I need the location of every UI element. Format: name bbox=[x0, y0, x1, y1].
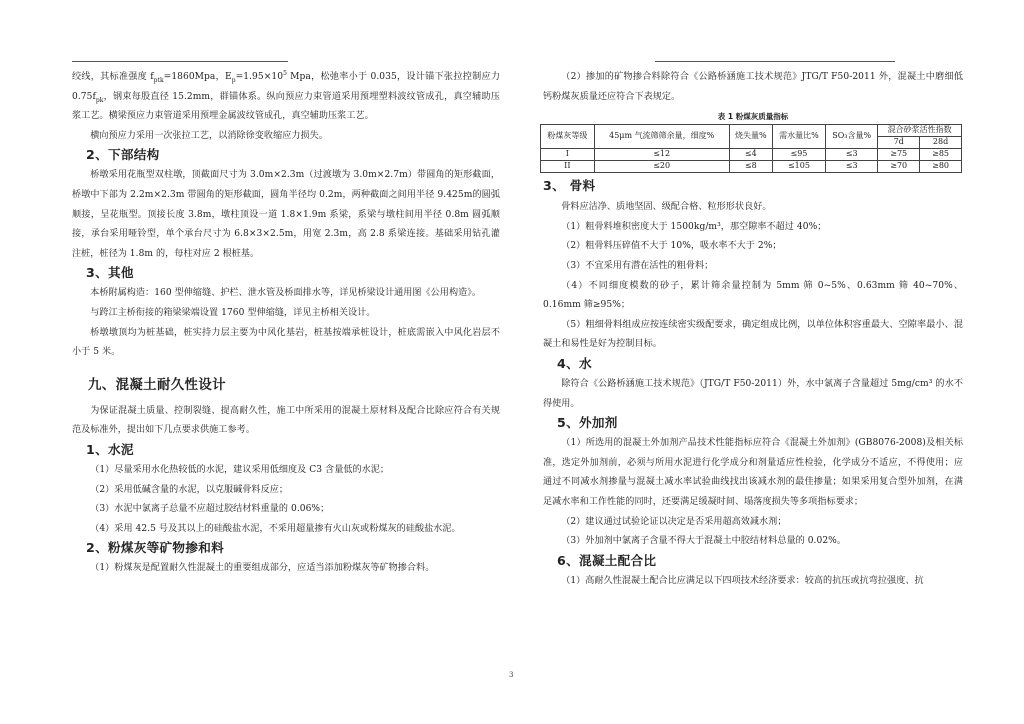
section-heading: 5、外加剂 bbox=[557, 415, 618, 431]
table-cell: ≥75 bbox=[878, 149, 920, 161]
table-header: 需水量比% bbox=[772, 125, 825, 149]
section-heading: 2、下部结构 bbox=[86, 147, 160, 163]
table-row bbox=[541, 149, 962, 161]
list-item: （4）采用 42.5 号及其以上的硅酸盐水泥，不采用超量掺有火山灰或粉煤灰的硅酸盐水泥。 bbox=[90, 523, 461, 534]
table-header: 烧失量% bbox=[729, 125, 772, 149]
table-row bbox=[541, 161, 962, 173]
fly-ash-quality-table bbox=[540, 124, 962, 173]
section-heading: 4、水 bbox=[557, 355, 592, 371]
header-rule-right bbox=[655, 61, 895, 62]
table-cell: II bbox=[541, 161, 595, 173]
list-item: （5）粗细骨料组成应按连续密实级配要求，确定组成比例，以单位体积容重最大、空隙率最小、混凝土和易性是好为控制目标。 bbox=[543, 319, 963, 350]
table-cell: ≥80 bbox=[920, 161, 962, 173]
section-heading: 3、 骨料 bbox=[543, 178, 596, 194]
table-cell: ≥85 bbox=[920, 149, 962, 161]
prestress-paragraph: 绞线，其标准强度 $f_{ptk}=1860Mpa$，$E_p=1.95\times 10^5$ Mpa，松弛率小于 0.035，设计锚下张拉控制应力$0.75f_{pk}$，钢束每股直径 15.2mm，群锚体系。纵向预应力束管道采用预埋塑料波纹管成孔，真空辅助压浆工艺。横梁预应力束管道采用预埋金属波纹管成孔，真空辅助压浆工艺。 bbox=[72, 69, 500, 122]
paragraph: （2）掺加的矿物掺合料除符合《公路桥涵施工技术规范》JTG/T F50-2011 外，混凝土中磨细低钙粉煤灰质量还应符合下表规定。 bbox=[543, 72, 963, 102]
table-cell: ≤105 bbox=[772, 161, 825, 173]
paragraph: 桥墩采用花瓶型双柱墩，顶截面尺寸为 3.0m×2.3m（过渡墩为 3.0m×2.7m）带圆角的矩形截面，桥墩中下部为 2.2m×2.3m 带圆角的矩形截面，圆角半径均 0.2m，两种截面之间用半径 9.425m的圆弧顺接，呈花瓶型。顶接长度 3.8m，墩柱顶设一道 1.8×1.9m 系梁，系梁与墩柱间用半径 0.8m 圆弧顺接，承台采用哑铃型，单个承台尺寸为 6.8×3×2.5m，用宽 2.3m，高 2.8 系梁连接。基础采用钻孔灌注桩，桩径为 1.8m 的，每柱对应 2 根桩基。 bbox=[72, 170, 500, 259]
paragraph: 与跨江主桥衔接的箱梁梁端设置 1760 型伸缩缝，详见主桥相关设计。 bbox=[90, 307, 376, 318]
list-item: （3）不宜采用有潜在活性的粗骨料； bbox=[561, 260, 714, 271]
list-item: （2）采用低碱含量的水泥，以克服碱骨料反应； bbox=[90, 484, 289, 495]
table-cell: ≤3 bbox=[826, 149, 878, 161]
paragraph: 本桥附属构造：160 型伸缩缝、护栏、泄水管及桥面排水等，详见桥梁设计通用图《公用构造》。 bbox=[90, 288, 481, 299]
paragraph: 骨料应洁净、质地坚固、级配合格、粒形形状良好。 bbox=[561, 202, 772, 213]
paragraph: 除符合《公路桥涵施工技术规范》（JTG/T F50-2011）外，水中氯离子含量超过 5mg/cm³ 的水不得使用。 bbox=[543, 378, 963, 409]
table-cell: ≤12 bbox=[594, 149, 729, 161]
section-heading: 2、粉煤灰等矿物掺和料 bbox=[86, 540, 225, 556]
list-item: （2）建议通过试验论证以决定是否采用超高效减水剂； bbox=[561, 516, 787, 527]
table-cell: ≤3 bbox=[826, 161, 878, 173]
list-item: （3）外加剂中氯离子含量不得大于混凝土中胶结材料总量的 0.02%。 bbox=[561, 536, 846, 547]
table-header: 粉煤灰等级 bbox=[541, 125, 595, 149]
table-header: 7d bbox=[878, 137, 920, 149]
table-cell: I bbox=[541, 149, 595, 161]
list-item: （3）水泥中氯离子总量不应超过胶结材料重量的 0.06%； bbox=[90, 504, 330, 515]
section-heading: 6、混凝土配合比 bbox=[557, 552, 657, 568]
table-cell: ≤95 bbox=[772, 149, 825, 161]
paragraph: 桥墩墩顶均为桩基础，桩实持力层主要为中风化基岩，桩基按端承桩设计，桩底需嵌入中风化岩层不小于 5 米。 bbox=[72, 327, 500, 358]
section-heading: 1、水泥 bbox=[86, 441, 134, 457]
table-cell: ≤8 bbox=[729, 161, 772, 173]
chapter-heading: 九、混凝土耐久性设计 bbox=[88, 377, 226, 393]
list-item: （1）所选用的混凝土外加剂产品技术性能指标应符合《混凝土外加剂》(GB8076-2008)及相关标准，选定外加剂前，必须与所用水泥进行化学成分和剂量适应性检验，化学成分不适应，不得使用；应通过不同减水剂掺量与混凝土减水率试验曲线找出该减水剂的最佳掺量；如果采用复合型外加剂，在满足减水率和工作性能的同时，还要满足缓凝时间、塌落度损失等多项指标要求； bbox=[543, 438, 963, 507]
left-column bbox=[72, 68, 500, 579]
table-header: SO₃含量% bbox=[826, 125, 878, 149]
table-header: 混合砂浆活性指数 bbox=[878, 125, 962, 137]
table-cell: ≤20 bbox=[594, 161, 729, 173]
list-item: （1）高耐久性混凝土配合比应满足以下四项技术经济要求：较高的抗压或抗弯拉强度、抗 bbox=[561, 575, 924, 586]
header-rule-left bbox=[72, 61, 288, 62]
table-cell: ≥70 bbox=[878, 161, 920, 173]
section-heading: 3、其他 bbox=[86, 265, 134, 281]
paragraph: 为保证混凝土质量、控制裂缝、提高耐久性，施工中所采用的混凝土原材料及配合比除应符合有关规范及标准外，提出如下几点要求供施工参考。 bbox=[72, 405, 500, 436]
list-item: （1）粉煤灰是配置耐久性混凝土的重要组成部分，应适当添加粉煤灰等矿物掺合料。 bbox=[90, 563, 435, 574]
table-header: 28d bbox=[920, 137, 962, 149]
list-item: （1）尽量采用水化热较低的水泥，建议采用低细度及 C3 含量低的水泥； bbox=[90, 464, 390, 475]
table-cell: ≤4 bbox=[729, 149, 772, 161]
list-item: （1）粗骨料堆积密度大于 1500kg/m³，那空隙率不超过 40%； bbox=[561, 221, 827, 232]
right-column bbox=[543, 68, 963, 591]
table-caption: 表 1 粉煤灰质量指标 bbox=[717, 112, 789, 122]
table-header: 45μm 气流筛筛余量，细度% bbox=[594, 125, 729, 149]
page-number: 3 bbox=[509, 671, 514, 679]
list-item: （4）不同细度模数的砂子，累计筛余量控制为 5mm 筛 0~5%、0.63mm 筛 40~70%、0.16mm 筛≥95%； bbox=[543, 280, 963, 311]
paragraph: 横向预应力采用一次张拉工艺，以消除徐变收缩应力损失。 bbox=[90, 130, 328, 141]
list-item: （2）粗骨料压碎值不大于 10%，吸水率不大于 2%； bbox=[561, 241, 782, 252]
